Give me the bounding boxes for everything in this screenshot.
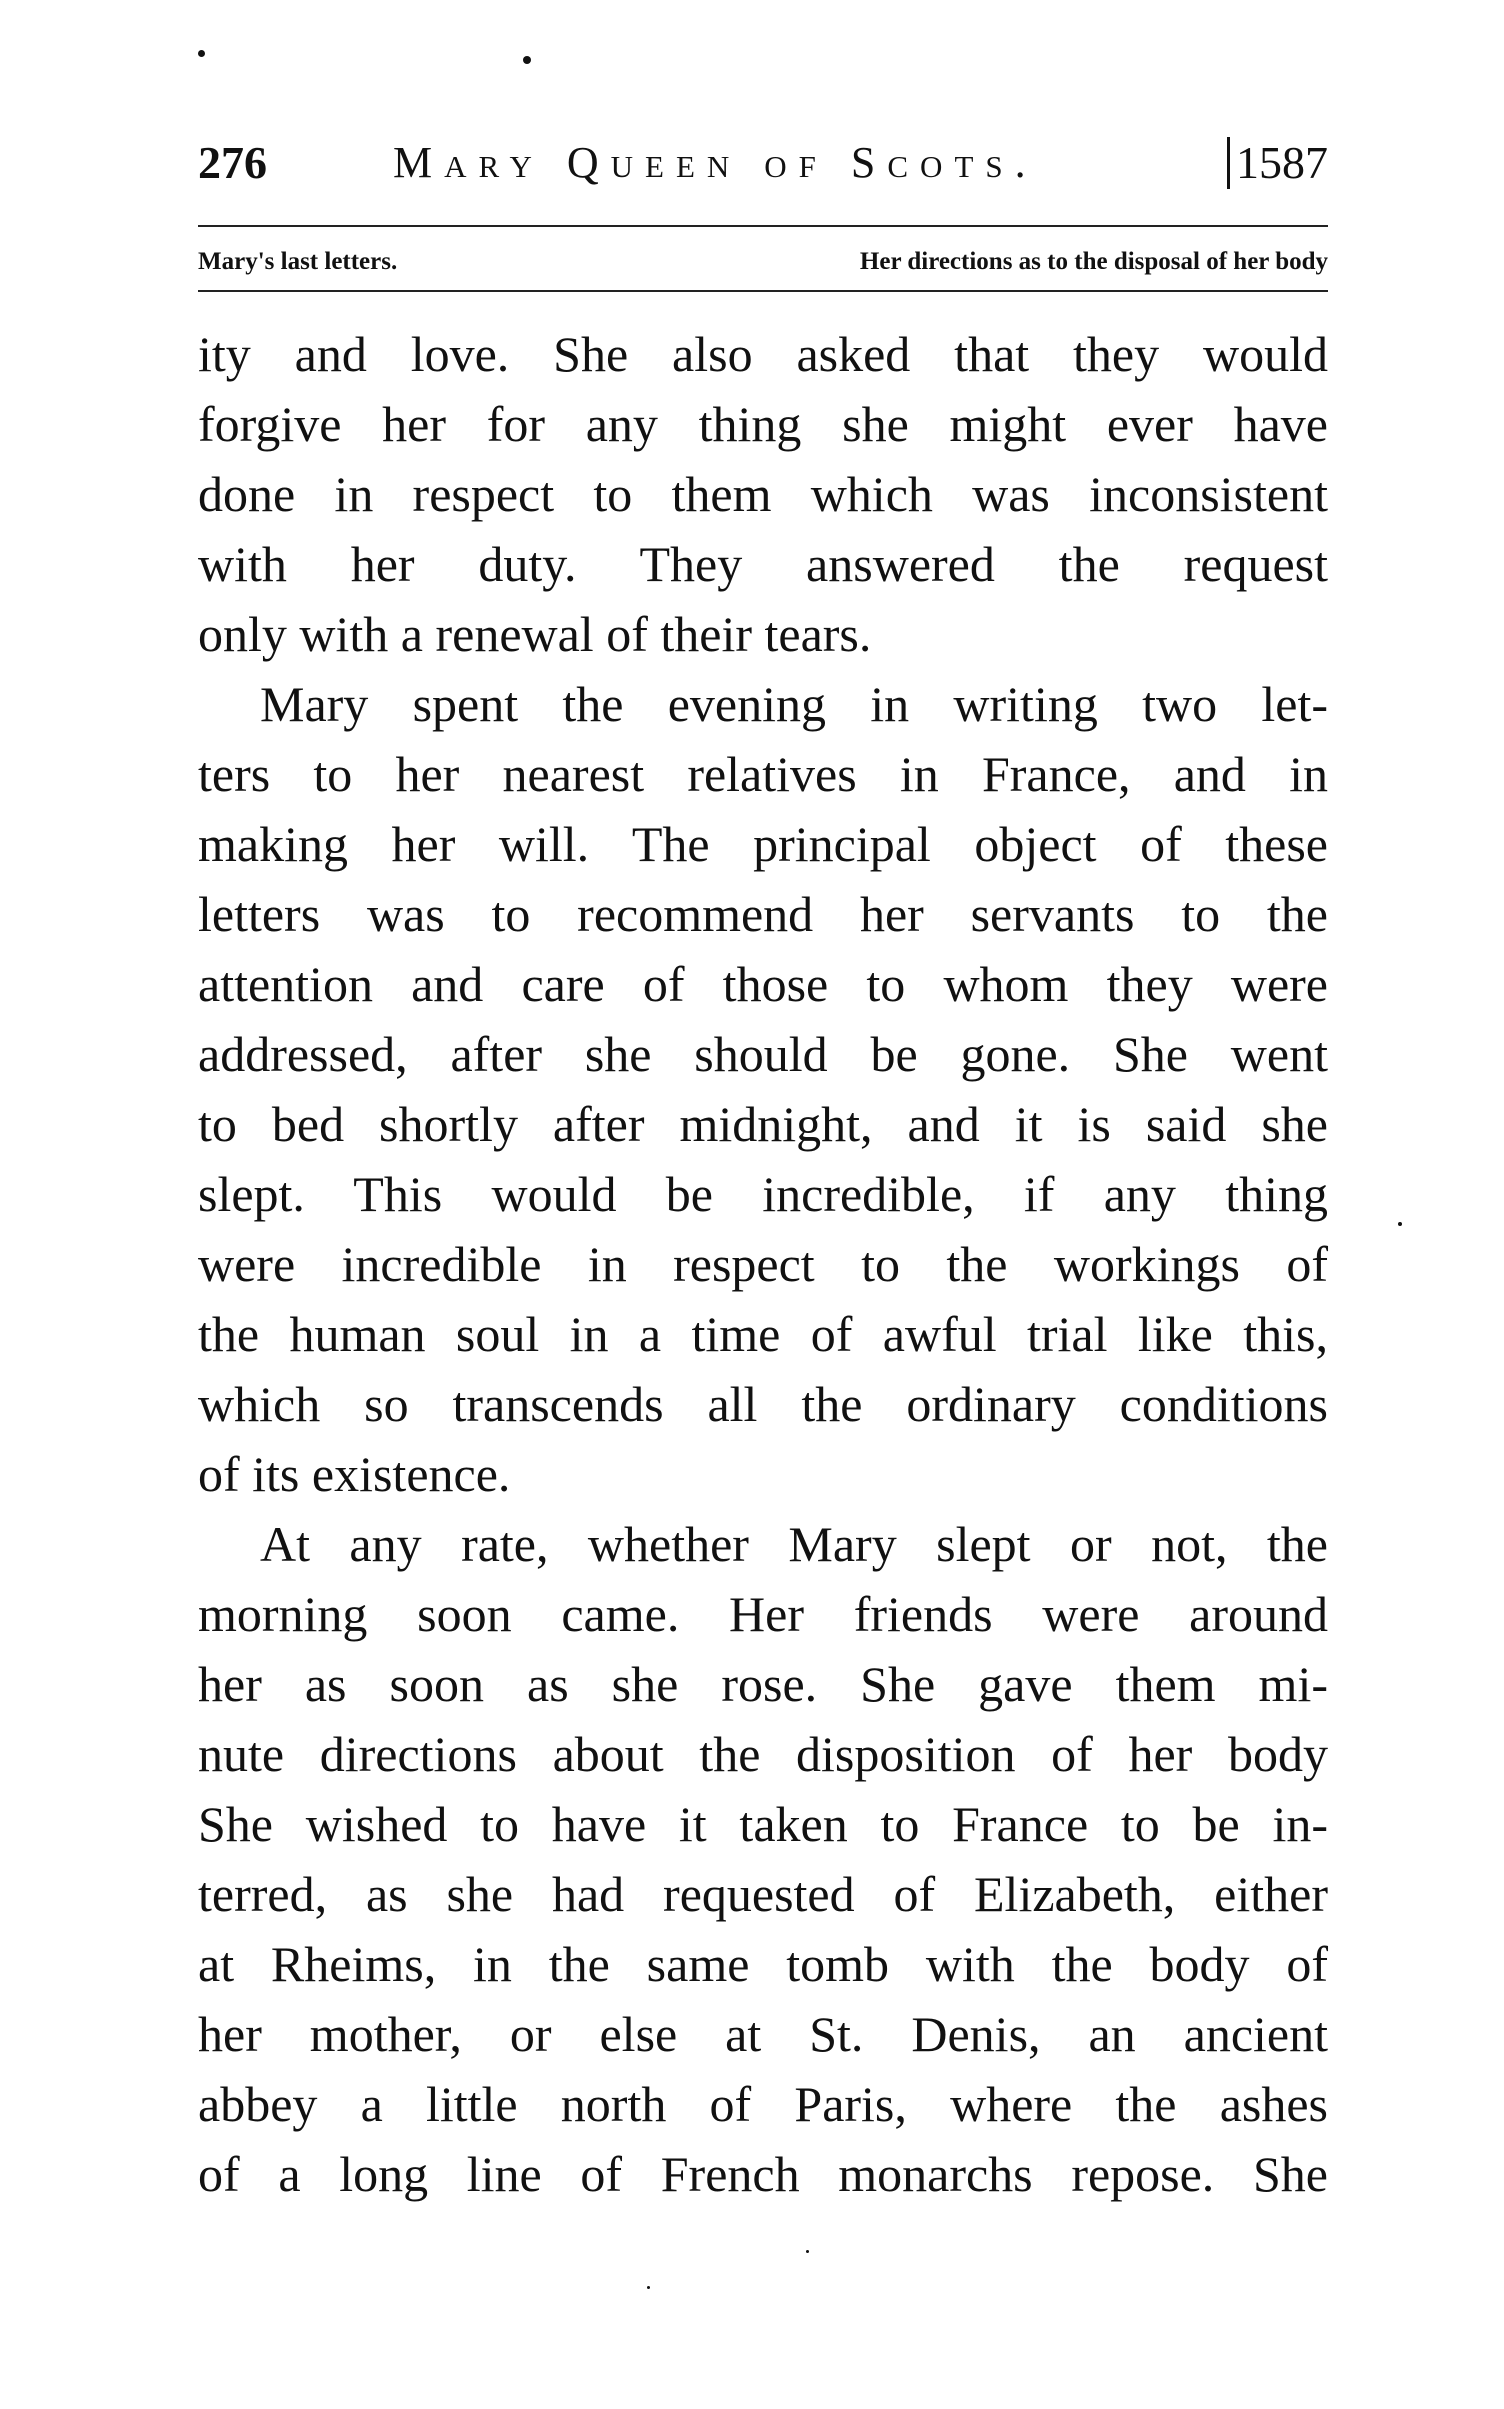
text-line: nute directions about the disposition of her body (198, 1726, 1328, 1782)
text-line: to bed shortly after midnight, and it is said she (198, 1096, 1328, 1152)
print-speck (523, 56, 531, 64)
year-text: 1587 (1236, 137, 1328, 188)
text-line: of a long line of French monarchs repose. She (198, 2146, 1328, 2202)
text-line: of its existence. (198, 1446, 511, 1502)
print-speck (198, 50, 205, 57)
text-line: Mary spent the evening in writing two let- (260, 676, 1328, 732)
text-line: done in respect to them which was inconsistent (198, 466, 1328, 522)
text-line: the human soul in a time of awful trial like this, (198, 1306, 1328, 1362)
year-bracket (1227, 137, 1230, 189)
running-year (1227, 128, 1328, 198)
text-line: with her duty. They answered the request (198, 536, 1328, 592)
running-head (198, 128, 1328, 198)
text-line: slept. This would be incredible, if any thing (198, 1166, 1328, 1222)
running-title: Mary Queen of Scots. (393, 138, 1038, 187)
sidenotes (198, 240, 1328, 284)
sidenote-right: Her directions as to the disposal of her body (859, 248, 1328, 275)
text-line: ters to her nearest relatives in France, and in (198, 746, 1328, 802)
page-number: 276 (198, 137, 267, 188)
text-line: at Rheims, in the same tomb with the body of (198, 1936, 1328, 1992)
text-line: addressed, after she should be gone. She went (198, 1026, 1328, 1082)
print-speck (806, 2250, 809, 2253)
text-line: forgive her for any thing she might ever have (198, 396, 1328, 452)
text-line: attention and care of those to whom they were (198, 956, 1328, 1012)
print-speck (647, 2286, 650, 2289)
sidenote-left: Mary's last letters. (198, 248, 398, 275)
text-line: which so transcends all the ordinary conditions (198, 1376, 1328, 1432)
text-line: her as soon as she rose. She gave them mi- (198, 1656, 1328, 1712)
text-line: ity and love. She also asked that they would (198, 326, 1328, 382)
sidenote-rule (198, 290, 1328, 292)
text-line: making her will. The principal object of these (198, 816, 1328, 872)
body-text (198, 319, 1328, 2209)
text-line: letters was to recommend her servants to the (198, 886, 1328, 942)
header-rule (198, 225, 1328, 227)
text-line: her mother, or else at St. Denis, an ancient (198, 2006, 1328, 2062)
text-line: were incredible in respect to the workings of (198, 1236, 1328, 1292)
text-line: only with a renewal of their tears. (198, 606, 872, 662)
text-line: abbey a little north of Paris, where the ashes (198, 2076, 1328, 2132)
text-line: She wished to have it taken to France to be in- (198, 1796, 1328, 1852)
text-line: morning soon came. Her friends were around (198, 1586, 1328, 1642)
text-line: terred, as she had requested of Elizabeth, either (198, 1866, 1328, 1922)
print-speck (1398, 1222, 1402, 1226)
text-line: At any rate, whether Mary slept or not, the (260, 1516, 1328, 1572)
